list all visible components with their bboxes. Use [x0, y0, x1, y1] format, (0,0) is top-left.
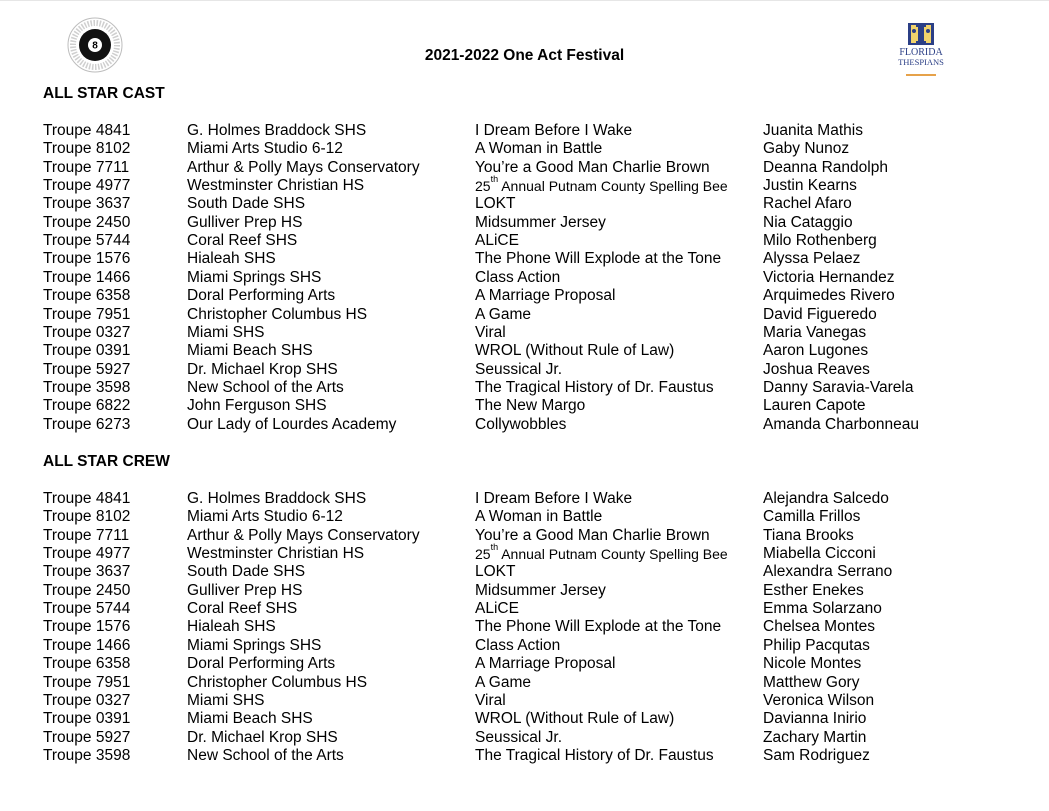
- troupe-cell: Troupe 1576: [43, 618, 131, 636]
- show-cell: A Woman in Battle: [475, 508, 603, 526]
- florida-thespians-logo-icon: [886, 20, 956, 82]
- table-row: [43, 542, 1033, 563]
- student-name-cell: Alexandra Serrano: [763, 563, 893, 581]
- troupe-cell: Troupe 1466: [43, 636, 131, 654]
- table-row: [43, 674, 1033, 692]
- show-cell: The Tragical History of Dr. Faustus: [475, 378, 714, 396]
- troupe-cell: Troupe 1576: [43, 250, 131, 268]
- troupe-cell: Troupe 5927: [43, 360, 131, 378]
- table-row: [43, 600, 1033, 618]
- troupe-cell: Troupe 0391: [43, 342, 131, 360]
- show-title-rest: Annual Putnam County Spelling Bee: [498, 546, 728, 563]
- school-cell: Miami SHS: [187, 323, 265, 341]
- school-cell: Gulliver Prep HS: [187, 213, 303, 231]
- show-cell: The Phone Will Explode at the Tone: [475, 250, 722, 268]
- table-row: [43, 361, 1033, 379]
- show-cell: WROL (Without Rule of Law): [475, 710, 675, 728]
- table-row: [43, 710, 1033, 728]
- show-number: 25: [475, 178, 491, 195]
- school-cell: Doral Performing Arts: [187, 287, 336, 305]
- student-name-cell: Joshua Reaves: [763, 360, 870, 378]
- table-row: [43, 490, 1033, 508]
- show-ordinal-suffix: th: [490, 542, 499, 553]
- school-cell: Coral Reef SHS: [187, 600, 298, 618]
- show-cell: A Woman in Battle: [475, 140, 603, 158]
- troupe-cell: Troupe 0391: [43, 710, 131, 728]
- troupe-cell: Troupe 5927: [43, 728, 131, 746]
- table-row: [43, 618, 1033, 636]
- student-name-cell: Juanita Mathis: [763, 122, 863, 139]
- troupe-cell: Troupe 2450: [43, 213, 131, 231]
- student-name-cell: Alyssa Pelaez: [763, 250, 861, 268]
- troupe-cell: Troupe 5744: [43, 232, 131, 250]
- student-name-cell: Zachary Martin: [763, 728, 867, 746]
- school-cell: G. Holmes Braddock SHS: [187, 122, 367, 139]
- school-cell: Miami SHS: [187, 691, 265, 709]
- table-row: [43, 195, 1033, 213]
- student-name-cell: Esther Enekes: [763, 581, 864, 599]
- troupe-cell: Troupe 6358: [43, 287, 131, 305]
- table-row: [43, 140, 1033, 158]
- table-row: [43, 214, 1033, 232]
- student-name-cell: Nicole Montes: [763, 655, 862, 673]
- student-name-cell: Alejandra Salcedo: [763, 490, 889, 507]
- show-cell: ALiCE: [475, 600, 519, 618]
- school-cell: Coral Reef SHS: [187, 232, 298, 250]
- student-name-cell: Maria Vanegas: [763, 323, 867, 341]
- school-cell: Hialeah SHS: [187, 250, 276, 268]
- troupe-cell: Troupe 7951: [43, 305, 131, 323]
- table-row: [43, 342, 1033, 360]
- table-row: [43, 397, 1033, 415]
- troupe-cell: Troupe 3598: [43, 378, 131, 396]
- student-name-cell: Gaby Nunoz: [763, 140, 850, 158]
- student-name-cell: Lauren Capote: [763, 397, 866, 415]
- show-cell: I Dream Before I Wake: [475, 490, 633, 507]
- table-row: [43, 747, 1033, 765]
- troupe-cell: Troupe 3598: [43, 746, 131, 764]
- show-cell: Viral: [475, 691, 506, 709]
- school-cell: Gulliver Prep HS: [187, 581, 303, 599]
- student-name-cell: Milo Rothenberg: [763, 232, 877, 250]
- show-cell: Class Action: [475, 636, 561, 654]
- show-cell: Seussical Jr.: [475, 728, 563, 746]
- troupe-cell: Troupe 6358: [43, 655, 131, 673]
- section-heading-cast: ALL STAR CAST: [43, 85, 165, 102]
- school-cell: Arthur & Polly Mays Conservatory: [187, 526, 420, 544]
- table-row: [43, 159, 1033, 177]
- table-row: [43, 269, 1033, 287]
- school-cell: Arthur & Polly Mays Conservatory: [187, 158, 420, 176]
- school-cell: Miami Springs SHS: [187, 268, 322, 286]
- table-row: [43, 324, 1033, 342]
- table-row: [43, 655, 1033, 673]
- student-name-cell: Amanda Charbonneau: [763, 415, 919, 433]
- show-cell: [475, 174, 728, 195]
- logo-line-1: FLORIDA: [899, 47, 943, 58]
- troupe-cell: Troupe 3637: [43, 563, 131, 581]
- show-cell: The Tragical History of Dr. Faustus: [475, 746, 714, 764]
- student-name-cell: Sam Rodriguez: [763, 746, 870, 764]
- student-name-cell: Chelsea Montes: [763, 618, 876, 636]
- school-cell: Westminster Christian HS: [187, 177, 365, 195]
- table-row: [43, 508, 1033, 526]
- show-cell: A Game: [475, 673, 531, 691]
- show-cell: WROL (Without Rule of Law): [475, 342, 675, 360]
- troupe-cell: Troupe 1466: [43, 268, 131, 286]
- show-cell: Seussical Jr.: [475, 360, 563, 378]
- school-cell: Our Lady of Lourdes Academy: [187, 415, 397, 433]
- show-cell: You’re a Good Man Charlie Brown: [475, 158, 710, 176]
- show-cell: [475, 542, 728, 563]
- troupe-cell: Troupe 4977: [43, 177, 131, 195]
- show-cell: A Marriage Proposal: [475, 287, 616, 305]
- troupe-cell: Troupe 6273: [43, 415, 131, 433]
- school-cell: John Ferguson SHS: [187, 397, 327, 415]
- table-row: [43, 306, 1033, 324]
- student-name-cell: Camilla Frillos: [763, 508, 861, 526]
- show-cell: Class Action: [475, 268, 561, 286]
- school-cell: Miami Springs SHS: [187, 636, 322, 654]
- school-cell: Miami Beach SHS: [187, 710, 313, 728]
- troupe-cell: Troupe 8102: [43, 140, 131, 158]
- show-cell: The New Margo: [475, 397, 586, 415]
- student-name-cell: Rachel Afaro: [763, 195, 852, 213]
- troupe-cell: Troupe 8102: [43, 508, 131, 526]
- school-cell: G. Holmes Braddock SHS: [187, 490, 367, 507]
- school-cell: Miami Arts Studio 6-12: [187, 508, 343, 526]
- student-name-cell: Arquimedes Rivero: [763, 287, 895, 305]
- table-row: [43, 729, 1033, 747]
- show-cell: LOKT: [475, 195, 516, 213]
- troupe-cell: Troupe 0327: [43, 323, 131, 341]
- show-ordinal-suffix: th: [490, 174, 499, 185]
- troupe-cell: Troupe 6822: [43, 397, 131, 415]
- school-cell: Doral Performing Arts: [187, 655, 336, 673]
- district-8-thespians-seal-icon: [66, 16, 124, 74]
- show-cell: Midsummer Jersey: [475, 581, 606, 599]
- school-cell: Dr. Michael Krop SHS: [187, 360, 338, 378]
- troupe-cell: Troupe 7711: [43, 526, 130, 544]
- school-cell: Westminster Christian HS: [187, 545, 365, 563]
- school-cell: South Dade SHS: [187, 195, 306, 213]
- student-name-cell: Victoria Hernandez: [763, 268, 895, 286]
- student-name-cell: Aaron Lugones: [763, 342, 869, 360]
- section-heading-crew: ALL STAR CREW: [43, 453, 170, 470]
- student-name-cell: Nia Cataggio: [763, 213, 853, 231]
- show-cell: The Phone Will Explode at the Tone: [475, 618, 722, 636]
- troupe-cell: Troupe 4841: [43, 490, 131, 507]
- show-cell: Midsummer Jersey: [475, 213, 606, 231]
- show-cell: LOKT: [475, 563, 516, 581]
- logo-line-2: THESPIANS: [898, 57, 944, 67]
- show-cell: You’re a Good Man Charlie Brown: [475, 526, 710, 544]
- show-cell: Viral: [475, 323, 506, 341]
- student-name-cell: Deanna Randolph: [763, 158, 888, 176]
- troupe-cell: Troupe 0327: [43, 691, 131, 709]
- school-cell: Dr. Michael Krop SHS: [187, 728, 338, 746]
- show-title-rest: Annual Putnam County Spelling Bee: [498, 178, 728, 195]
- student-name-cell: Tiana Brooks: [763, 526, 854, 544]
- school-cell: Hialeah SHS: [187, 618, 276, 636]
- school-cell: New School of the Arts: [187, 746, 344, 764]
- table-row: [43, 637, 1033, 655]
- page-title: 2021-2022 One Act Festival: [424, 47, 625, 64]
- school-cell: Christopher Columbus HS: [187, 305, 368, 323]
- school-cell: Miami Beach SHS: [187, 342, 313, 360]
- student-name-cell: Justin Kearns: [763, 177, 857, 195]
- student-name-cell: Danny Saravia-Varela: [763, 378, 914, 396]
- page-top-border: [0, 0, 1049, 1]
- troupe-cell: Troupe 4841: [43, 122, 131, 139]
- table-row: [43, 250, 1033, 268]
- school-cell: Miami Arts Studio 6-12: [187, 140, 343, 158]
- show-cell: I Dream Before I Wake: [475, 122, 633, 139]
- troupe-cell: Troupe 7711: [43, 158, 130, 176]
- table-row: [43, 692, 1033, 710]
- student-name-cell: Philip Pacqutas: [763, 636, 870, 654]
- troupe-cell: Troupe 3637: [43, 195, 131, 213]
- student-name-cell: Veronica Wilson: [763, 691, 875, 709]
- show-number: 25: [475, 546, 491, 563]
- school-cell: New School of the Arts: [187, 378, 344, 396]
- student-name-cell: Miabella Cicconi: [763, 545, 876, 563]
- seal-number: 8: [92, 40, 98, 52]
- show-cell: A Marriage Proposal: [475, 655, 616, 673]
- troupe-cell: Troupe 7951: [43, 673, 131, 691]
- school-cell: Christopher Columbus HS: [187, 673, 368, 691]
- table-row: [43, 582, 1033, 600]
- table-row: [43, 174, 1033, 195]
- show-cell: Collywobbles: [475, 415, 567, 433]
- table-row: [43, 416, 1033, 434]
- table-row: [43, 287, 1033, 305]
- troupe-cell: Troupe 4977: [43, 545, 131, 563]
- student-name-cell: David Figueredo: [763, 305, 877, 323]
- table-row: [43, 563, 1033, 581]
- school-cell: South Dade SHS: [187, 563, 306, 581]
- student-name-cell: Davianna Inirio: [763, 710, 867, 728]
- table-row: [43, 527, 1033, 545]
- show-cell: A Game: [475, 305, 531, 323]
- troupe-cell: Troupe 5744: [43, 600, 131, 618]
- student-name-cell: Matthew Gory: [763, 673, 860, 691]
- table-row: [43, 232, 1033, 250]
- show-cell: ALiCE: [475, 232, 519, 250]
- troupe-cell: Troupe 2450: [43, 581, 131, 599]
- table-row: [43, 122, 1033, 140]
- student-name-cell: Emma Solarzano: [763, 600, 882, 618]
- table-row: [43, 379, 1033, 397]
